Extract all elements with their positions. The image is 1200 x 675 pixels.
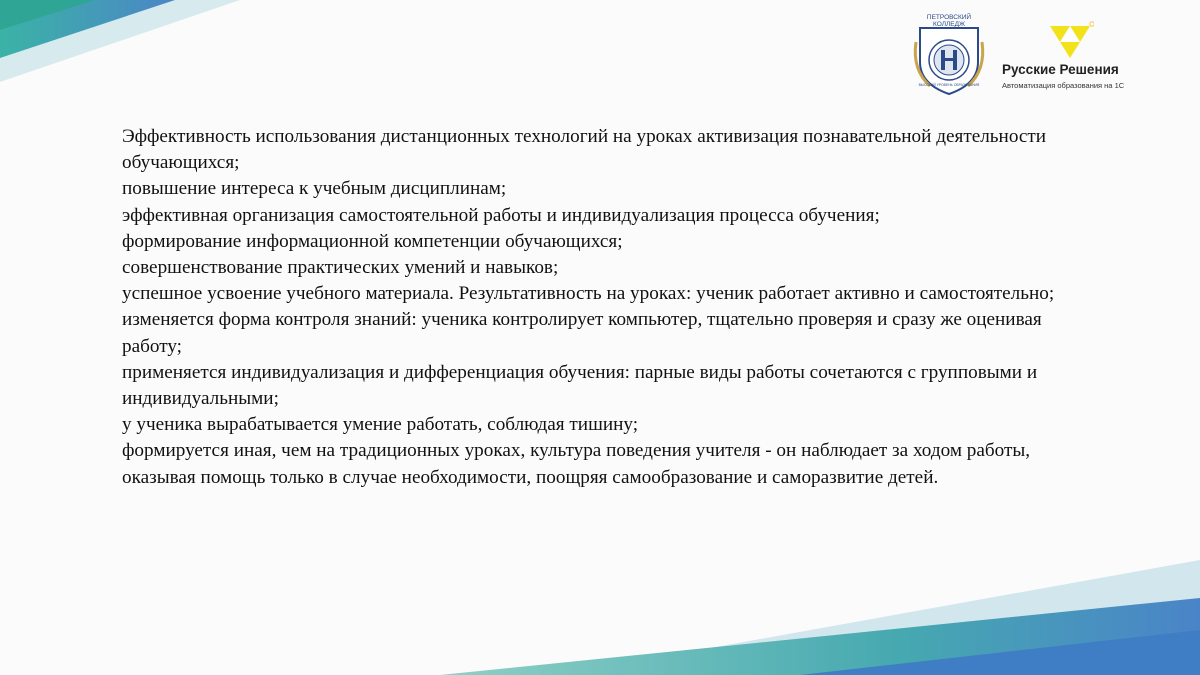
text-line: успешное усвоение учебного материала. Результативность на уроках: ученик работает активно и самостоятельно; [122,283,1055,305]
header-logos [910,12,1200,102]
text-line: Эффективность использования дистанционных технологий на уроках активизация познавательной деятельности обучающихся; [122,126,1047,174]
college-name-line1: ПЕТРОВСКИЙ [926,14,972,21]
slide-body-text [122,124,1082,491]
partner-tagline: Автоматизация образования на 1С [1002,81,1125,90]
partner-logo [1002,20,1142,100]
text-line: применяется индивидуализация и дифференциация обучения: парные виды работы сочетаются с групповыми и индивидуальными; [122,361,1038,410]
text-line: эффективная организация самостоятельной работы и индивидуализация процесса обучения; [122,204,880,226]
college-crest-logo [910,12,988,96]
text-line: повышение интереса к учебным дисциплинам; [122,178,507,200]
college-ring-text: ВЫСОКИЙ УРОВЕНЬ ОБРАЗОВАНИЯ [918,83,980,87]
text-line: формируется иная, чем на традиционных уроках, культура поведения учителя - он наблюдает за ходом работы, оказывая помощь только в случае необходимости, поощряя самообразование и саморазвитие детей. [122,440,1031,488]
partner-name: Русские Решения [1002,62,1119,77]
partner-logo-mark [1046,20,1094,60]
text-line: совершенствование практических умений и навыков; [122,257,559,279]
college-name-line2: КОЛЛЕДЖ [933,21,965,28]
text-line: формирование информационной компетенции обучающихся; [122,230,623,252]
text-line: изменяется форма контроля знаний: ученика контролирует компьютер, тщательно проверяя и сразу же оценивая работу; [122,309,1042,357]
text-line: у ученика вырабатывается умение работать, соблюдая тишину; [122,414,639,436]
